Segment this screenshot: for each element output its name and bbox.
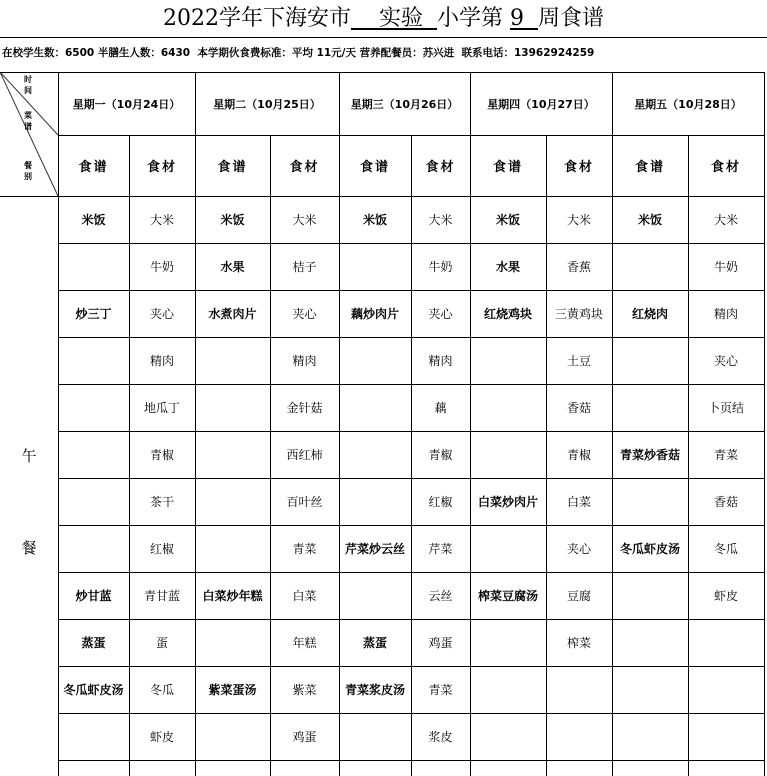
corner-label-meal-char: 别 [24,172,32,181]
recipe-cell: 红烧肉 [631,307,668,321]
recipe-cell [58,243,129,290]
ingredient-cell: 精肉 [713,307,738,321]
ingredient-cell [688,619,764,666]
ingredient-cell: 虾皮 [713,589,738,603]
recipe-cell [612,619,688,666]
day-header-3: 星期三（10月26日） [350,97,459,111]
ingredient-cell: 云丝 [428,589,453,603]
table-row-border [0,196,765,197]
corner-label-time-char: 间 [24,86,32,95]
sub-header-ingredient: 食材 [425,160,456,175]
table-column-border [58,72,59,776]
recipe-cell [58,431,129,478]
recipe-cell [470,525,546,572]
recipe-cell: 水煮肉片 [208,307,257,321]
recipe-cell [470,384,546,431]
ingredient-cell: 牛奶 [428,260,453,274]
recipe-cell: 米饭 [362,213,387,227]
ingredient-cell: 百叶丝 [286,495,323,509]
recipe-cell [58,478,129,525]
ingredient-cell: 年糕 [292,636,317,650]
recipe-cell [195,619,270,666]
table-column-border [411,135,412,776]
ingredient-cell: 冬瓜 [149,683,174,697]
ingredient-cell: 大米 [292,213,317,227]
recipe-cell [58,713,129,760]
table-column-border [612,72,613,776]
ingredient-cell: 虾皮 [149,730,174,744]
recipe-cell [195,713,270,760]
ingredient-cell: 金针菇 [286,401,323,415]
day-header-5: 星期五（10月28日） [634,97,742,111]
sub-header-ingredient: 食材 [289,160,320,175]
ingredient-cell: 大米 [713,213,738,227]
recipe-cell [470,619,546,666]
ingredient-cell: 藕 [434,401,447,415]
ingredient-cell: 卜页结 [707,401,744,415]
corner-label-menu-char: 菜 [24,111,32,120]
recipe-cell: 紫菜蛋汤 [208,683,257,697]
ingredient-cell: 青菜 [292,542,317,556]
recipe-cell: 青菜炒香菇 [619,448,680,462]
sub-header-recipe: 食谱 [492,160,523,175]
ingredient-cell: 地瓜丁 [143,401,180,415]
recipe-cell [612,666,688,713]
recipe-cell [470,713,546,760]
ingredient-cell: 青椒 [566,448,591,462]
recipe-cell [339,243,411,290]
sub-header-ingredient: 食材 [146,160,177,175]
recipe-cell: 青菜浆皮汤 [344,683,405,697]
recipe-cell: 榨菜豆腐汤 [477,589,538,603]
recipe-cell: 蒸蛋 [81,636,106,650]
title-school-name: 实验 [351,6,437,31]
ingredient-cell: 夹心 [292,307,317,321]
recipe-cell [470,337,546,384]
ingredient-cell: 榨菜 [566,636,591,650]
title-divider [0,37,767,38]
recipe-cell: 冬瓜虾皮汤 [619,542,680,556]
recipe-cell: 红烧鸡块 [483,307,532,321]
recipe-cell: 白菜炒肉片 [477,495,538,509]
recipe-cell: 芹菜炒云丝 [344,542,405,556]
ingredient-cell: 土豆 [566,354,591,368]
ingredient-cell: 牛奶 [149,260,174,274]
table-row-border [0,72,765,73]
sub-header-recipe: 食谱 [634,160,665,175]
recipe-cell [195,525,270,572]
recipe-cell: 水果 [495,260,520,274]
recipe-cell [195,337,270,384]
table-column-border [270,135,271,776]
recipe-cell [339,337,411,384]
sub-header-recipe: 食谱 [359,160,390,175]
corner-label-meal-char: 餐 [24,161,32,170]
ingredient-cell: 大米 [149,213,174,227]
recipe-cell: 米饭 [637,213,662,227]
recipe-cell [612,243,688,290]
ingredient-cell: 鸡蛋 [292,730,317,744]
sub-header-recipe: 食谱 [217,160,248,175]
table-column-border [470,72,471,776]
ingredient-cell [688,666,764,713]
title-prefix: 2022学年下海安市 [163,6,352,31]
table-column-border [195,72,196,776]
recipe-cell [339,713,411,760]
recipe-cell [612,384,688,431]
table-column-border [339,72,340,776]
recipe-cell [470,666,546,713]
ingredient-cell: 精肉 [149,354,174,368]
ingredient-cell: 精肉 [292,354,317,368]
ingredient-cell [688,713,764,760]
ingredient-cell: 红椒 [149,542,174,556]
table-column-border [546,135,547,776]
table-column-border [688,135,689,776]
table-column-border [764,72,765,776]
ingredient-cell: 西红柿 [286,448,323,462]
recipe-cell [195,384,270,431]
ingredient-cell: 豆腐 [566,589,591,603]
title-week-number: 9 [509,6,538,31]
recipe-cell [58,525,129,572]
recipe-cell: 米饭 [81,213,106,227]
ingredient-cell: 夹心 [149,307,174,321]
ingredient-cell: 大米 [428,213,453,227]
recipe-cell [470,431,546,478]
ingredient-cell [546,713,612,760]
recipe-cell: 冬瓜虾皮汤 [63,683,124,697]
ingredient-cell: 大米 [566,213,591,227]
ingredient-cell: 紫菜 [292,683,317,697]
ingredient-cell: 精肉 [428,354,453,368]
ingredient-cell: 夹心 [566,542,591,556]
ingredient-cell: 桔子 [292,260,317,274]
ingredient-cell: 青菜 [428,683,453,697]
day-header-4: 星期四（10月27日） [487,97,595,111]
recipe-cell: 水果 [220,260,245,274]
sub-header-ingredient: 食材 [563,160,594,175]
title-middle: 小学第 [436,6,510,31]
meal-type-label-char: 午 [21,447,37,465]
recipe-cell [339,572,411,619]
ingredient-cell: 香菇 [566,401,591,415]
recipe-cell: 米饭 [220,213,245,227]
ingredient-cell: 红椒 [428,495,453,509]
recipe-cell [339,478,411,525]
meal-type-label-char: 餐 [21,539,37,557]
corner-label-meal [22,160,34,182]
recipe-cell: 藕炒肉片 [350,307,399,321]
recipe-cell: 蒸蛋 [362,636,387,650]
recipe-cell: 炒三丁 [75,307,112,321]
ingredient-cell: 香蕉 [566,260,591,274]
title-suffix: 周食谱 [537,6,604,31]
recipe-cell [58,337,129,384]
ingredient-cell: 蛋 [155,636,168,650]
corner-label-time [22,74,34,96]
recipe-cell [195,431,270,478]
ingredient-cell: 三黄鸡块 [554,307,603,321]
ingredient-cell: 鸡蛋 [428,636,453,650]
ingredient-cell: 白菜 [566,495,591,509]
recipe-cell [339,431,411,478]
ingredient-cell: 浆皮 [428,730,453,744]
ingredient-cell: 青甘蓝 [143,589,180,603]
ingredient-cell: 夹心 [713,354,738,368]
ingredient-cell: 夹心 [428,307,453,321]
ingredient-cell: 青椒 [149,448,174,462]
recipe-cell [612,713,688,760]
recipe-cell [612,478,688,525]
corner-label-menu [22,110,34,132]
ingredient-cell: 白菜 [292,589,317,603]
table-column-border [129,135,130,776]
ingredient-cell: 香菇 [713,495,738,509]
day-header-2: 星期二（10月25日） [213,97,321,111]
corner-label-menu-char: 谱 [24,122,32,131]
ingredient-cell: 青菜 [713,448,738,462]
recipe-cell [612,572,688,619]
recipe-cell [612,337,688,384]
school-info-line: 在校学生数：6500 半膳生人数：6430 本学期伙食费标准：平均 11元/天 营养配餐员：苏兴进 联系电话：13962924259 [2,47,595,59]
sub-header-ingredient: 食材 [710,160,741,175]
recipe-cell: 米饭 [495,213,520,227]
ingredient-cell: 茶干 [149,495,174,509]
recipe-cell: 炒甘蓝 [75,589,112,603]
ingredient-cell: 冬瓜 [713,542,738,556]
recipe-cell: 白菜炒年糕 [202,589,263,603]
sub-header-recipe: 食谱 [78,160,109,175]
ingredient-cell: 牛奶 [713,260,738,274]
ingredient-cell: 芹菜 [428,542,453,556]
ingredient-cell [546,666,612,713]
recipe-cell [58,384,129,431]
page-title [0,4,767,34]
recipe-cell [339,384,411,431]
corner-label-time-char: 时 [24,75,32,84]
recipe-cell [195,478,270,525]
day-header-1: 星期一（10月24日） [72,97,181,111]
ingredient-cell: 青椒 [428,448,453,462]
